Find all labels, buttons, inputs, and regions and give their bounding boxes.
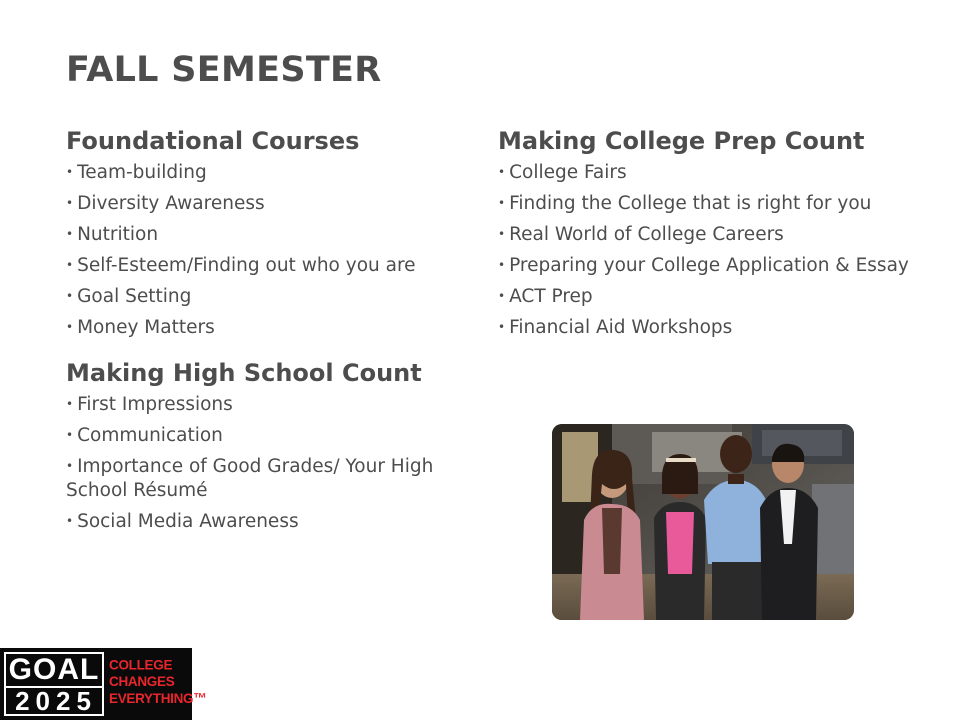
bullet-icon: • bbox=[66, 514, 74, 528]
bullet-icon: • bbox=[66, 196, 74, 210]
list-item: • Real World of College Careers bbox=[498, 224, 784, 245]
list-item: • Team-building bbox=[66, 162, 207, 183]
right-column bbox=[498, 124, 918, 346]
list-item: • Self-Esteem/Finding out who you are bbox=[66, 255, 416, 276]
bullet-icon: • bbox=[66, 165, 74, 179]
bullet-icon: • bbox=[66, 258, 74, 272]
list-item: • Money Matters bbox=[66, 317, 215, 338]
bullet-icon: • bbox=[498, 289, 506, 303]
list-item: • Importance of Good Grades/ Your High School Résumé bbox=[66, 456, 434, 501]
students-photo-illustration bbox=[552, 424, 854, 620]
logo-tagline-line: COLLEGE bbox=[109, 656, 173, 673]
list-item: • Social Media Awareness bbox=[66, 511, 299, 532]
list-item: • Goal Setting bbox=[66, 286, 192, 307]
list-item: • College Fairs bbox=[498, 162, 627, 183]
bullet-icon: • bbox=[498, 258, 506, 272]
list-item: • Diversity Awareness bbox=[66, 193, 265, 214]
bullet-icon: • bbox=[498, 227, 506, 241]
bullet-icon: • bbox=[66, 397, 74, 411]
list-item: • Nutrition bbox=[66, 224, 159, 245]
bullet-icon: • bbox=[498, 320, 506, 334]
list-foundational-courses bbox=[66, 160, 466, 340]
logo-tagline-line: CHANGES bbox=[109, 673, 175, 690]
list-making-high-school-count bbox=[66, 392, 466, 534]
list-item: • ACT Prep bbox=[498, 286, 593, 307]
bullet-icon: • bbox=[66, 459, 74, 473]
bullet-icon: • bbox=[66, 289, 74, 303]
list-item: • Preparing your College Application & Essay bbox=[498, 255, 909, 276]
list-item: • First Impressions bbox=[66, 394, 233, 415]
slide-title: FALL SEMESTER bbox=[66, 50, 382, 90]
heading-making-college-prep-count: Making College Prep Count bbox=[498, 127, 865, 155]
list-item: • Communication bbox=[66, 425, 223, 446]
bullet-icon: • bbox=[498, 196, 506, 210]
list-making-college-prep-count bbox=[498, 160, 918, 340]
logo-year-text: 2025 bbox=[15, 686, 97, 716]
students-group-photo bbox=[552, 424, 854, 620]
bullet-icon: • bbox=[498, 165, 506, 179]
logo-tagline bbox=[109, 656, 207, 707]
bullet-icon: • bbox=[66, 428, 74, 442]
bullet-icon: • bbox=[66, 320, 74, 334]
goal-2025-logo bbox=[0, 648, 207, 720]
heading-making-high-school-count: Making High School Count bbox=[66, 359, 422, 387]
bullet-icon: • bbox=[66, 227, 74, 241]
heading-foundational-courses: Foundational Courses bbox=[66, 127, 360, 155]
logo-tagline-line: EVERYTHING™ bbox=[109, 690, 207, 707]
logo-goal-text: GOAL bbox=[6, 654, 102, 688]
goal-2025-logo-mark bbox=[4, 652, 104, 716]
list-item: • Financial Aid Workshops bbox=[498, 317, 733, 338]
list-item: • Finding the College that is right for you bbox=[498, 193, 872, 214]
left-column bbox=[66, 124, 466, 540]
